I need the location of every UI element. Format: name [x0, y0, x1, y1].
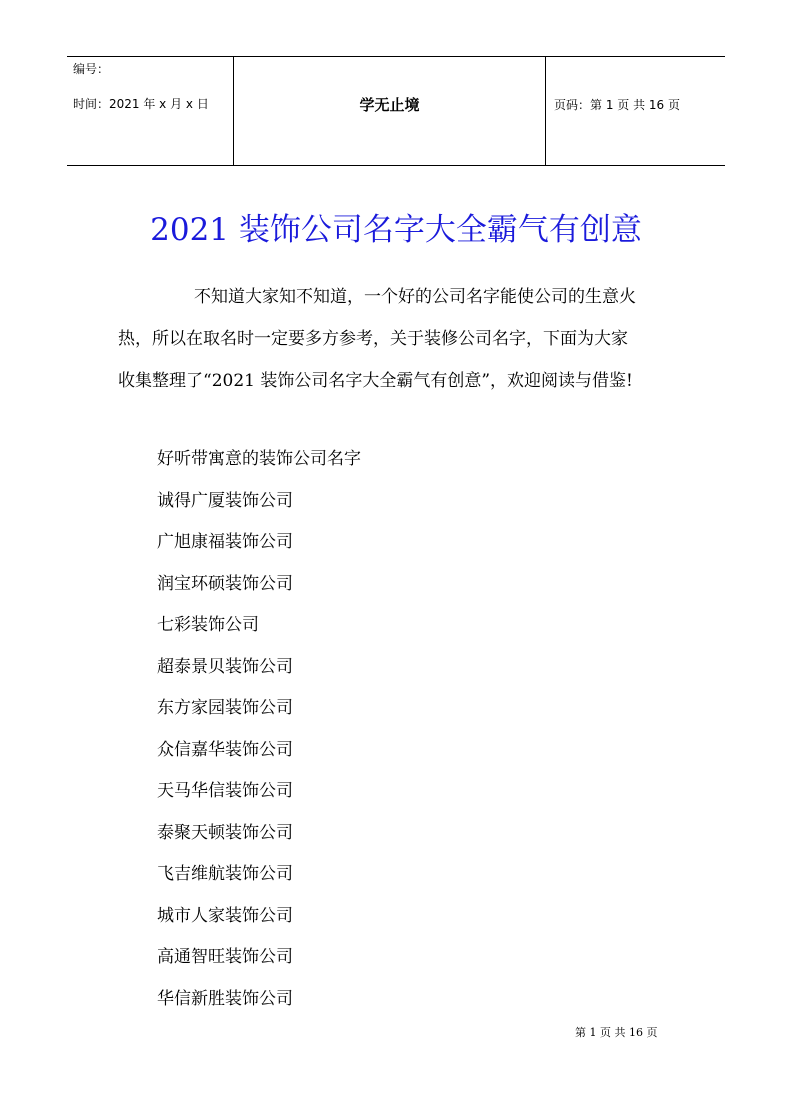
- header-left-cell: [67, 57, 234, 165]
- intro-line-1: 不知道大家知不知道，一个好的公司名字能使公司的生意火: [194, 287, 636, 307]
- list-item: 天马华信装饰公司: [157, 781, 293, 801]
- header-table: [67, 56, 725, 166]
- list-item: 泰聚天顿装饰公司: [157, 822, 293, 843]
- motto: 学无止境: [359, 96, 420, 114]
- list-item: 东方家园装饰公司: [157, 698, 293, 718]
- page-footer: 第 1 页 共 16 页: [575, 1026, 658, 1039]
- number-label: 编号：: [73, 62, 110, 76]
- page-label: 页码：第 1 页 共 16 页: [554, 98, 680, 112]
- list-item: 广旭康福装饰公司: [157, 532, 293, 552]
- time-label: 时间：2021 年 x 月 x 日: [73, 97, 209, 111]
- intro-paragraph: [118, 276, 678, 402]
- list-item: 七彩装饰公司: [157, 615, 259, 635]
- list-item: 高通智旺装饰公司: [157, 947, 293, 967]
- list-item: 城市人家装饰公司: [157, 905, 293, 926]
- header-mid-cell: [234, 57, 546, 165]
- list-item: 润宝环硕装饰公司: [157, 573, 293, 594]
- list-item: 华信新胜装饰公司: [157, 988, 293, 1009]
- list-item: 诚得广厦装饰公司: [157, 490, 293, 511]
- list-item: 众信嘉华装饰公司: [157, 739, 293, 760]
- list-item: 飞吉维航装饰公司: [157, 864, 293, 884]
- list-item: 超泰景贝装饰公司: [157, 656, 293, 677]
- intro-line-3: 收集整理了“2021 装饰公司名字大全霸气有创意”，欢迎阅读与借鉴!: [118, 371, 633, 391]
- list-heading: 好听带寓意的装饰公司名字: [157, 449, 361, 469]
- intro-line-2: 热，所以在取名时一定要多方参考，关于装修公司名字，下面为大家: [118, 329, 628, 349]
- company-name-list: [157, 439, 361, 1020]
- header-right-cell: [546, 57, 725, 165]
- document-title: 2021 装饰公司名字大全霸气有创意: [150, 212, 642, 248]
